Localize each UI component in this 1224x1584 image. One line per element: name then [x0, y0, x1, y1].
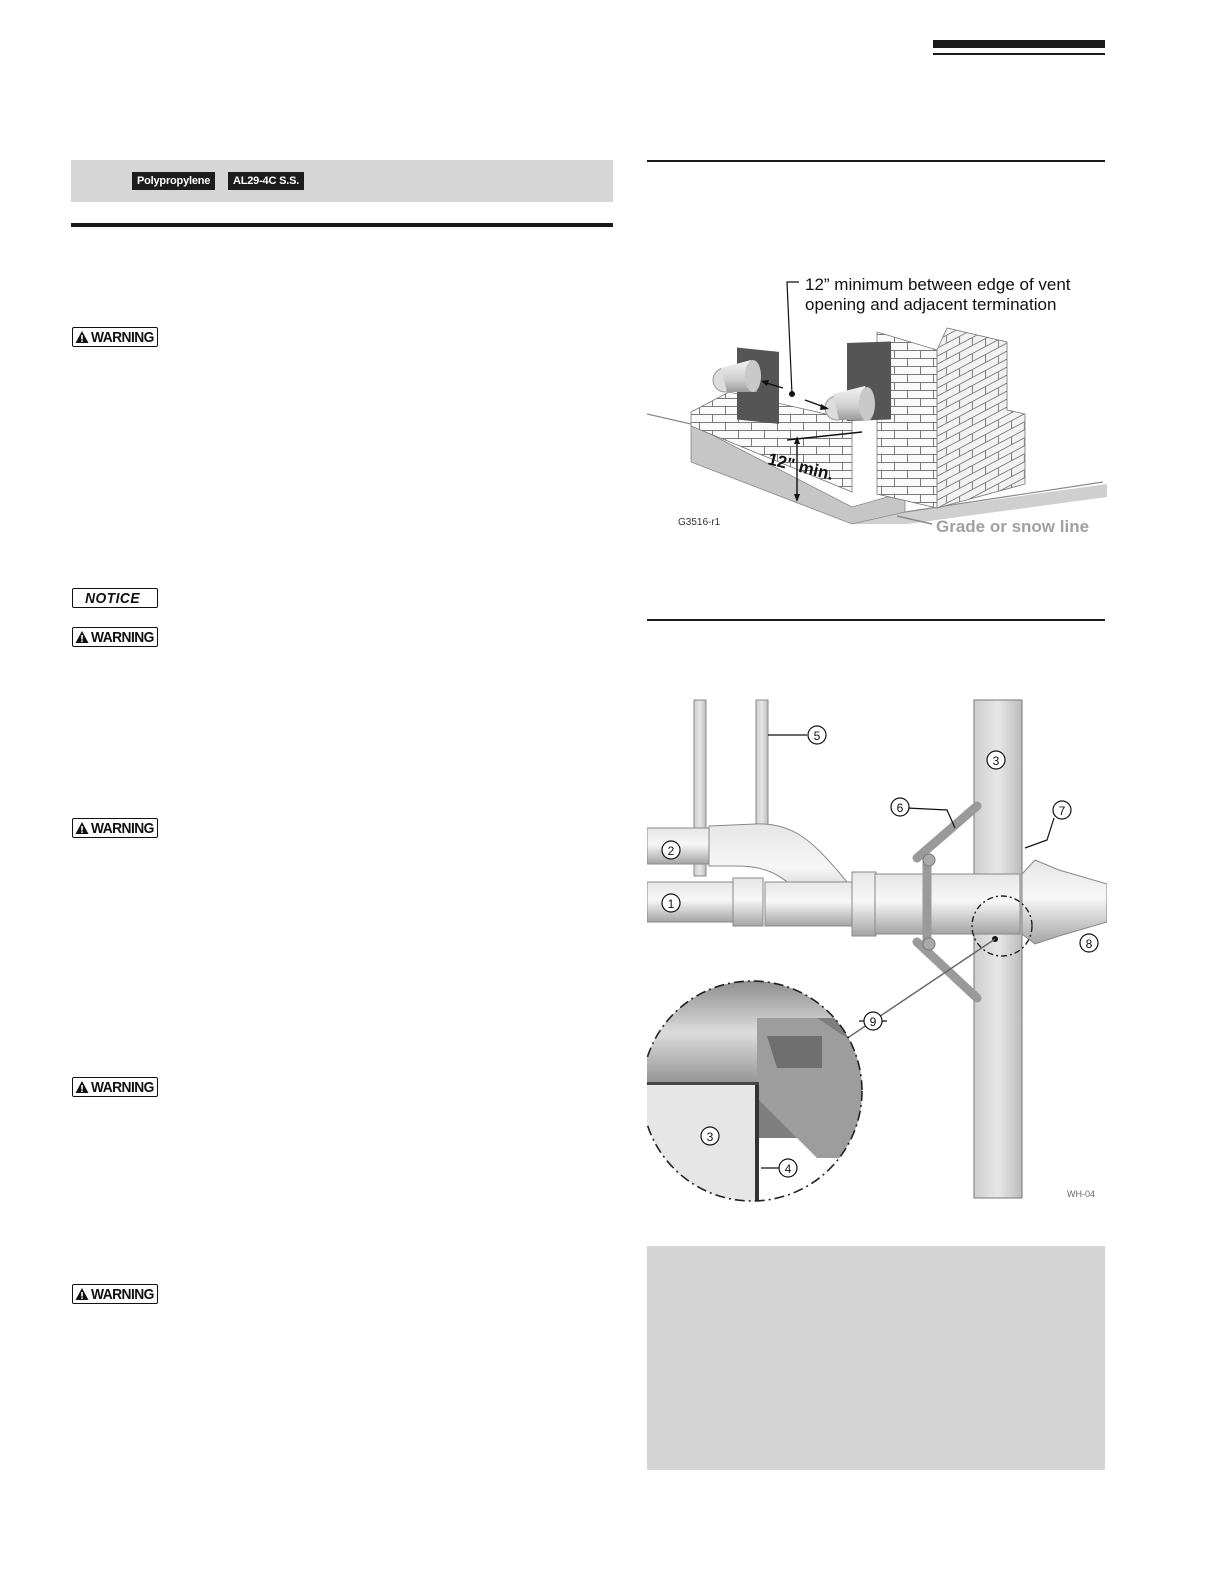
al29-4c-badge: AL29-4C S.S.: [228, 172, 304, 190]
header-rule-thin: [933, 53, 1105, 55]
vent-cone-left: [713, 360, 761, 392]
header-rule-thick: [933, 40, 1105, 48]
svg-text:5: 5: [813, 729, 821, 743]
warning-sign: [72, 327, 158, 347]
callout-3-detail: [701, 1127, 719, 1145]
callout-5: [808, 726, 826, 744]
vent-cone-right: [825, 386, 875, 421]
corner-column-right: [937, 328, 1025, 508]
warning-label: WARNING: [91, 1286, 154, 1303]
pipe-lower-coupling: [733, 878, 763, 926]
warning-triangle-icon: [75, 1287, 89, 1301]
polypropylene-badge: Polypropylene: [132, 172, 215, 190]
warning-label: WARNING: [91, 329, 154, 346]
warning-label: WARNING: [91, 1079, 154, 1096]
warning-sign: [72, 1284, 158, 1304]
outer-pipe: [875, 874, 1020, 934]
material-bar: [71, 160, 613, 202]
svg-text:8: 8: [1085, 937, 1093, 951]
warning-triangle-icon: [75, 330, 89, 344]
warning-sign: [72, 627, 158, 647]
warning-triangle-icon: [75, 821, 89, 835]
callout-8: [1080, 934, 1098, 952]
callout-text-line1: 12” minimum between edge of vent: [805, 275, 1071, 294]
notice-label: NOTICE: [85, 590, 141, 607]
notice-sign: [72, 588, 158, 608]
figure2-top-rule: [647, 619, 1105, 621]
svg-text:7: 7: [1058, 804, 1066, 818]
warning-triangle-icon: [75, 1080, 89, 1094]
bracket-bolt: [923, 938, 935, 950]
callout-leader: [907, 808, 955, 828]
svg-text:2: 2: [667, 844, 675, 858]
grade-label: Grade or snow line: [936, 517, 1090, 536]
callout-3: [987, 751, 1005, 769]
svg-text:3: 3: [992, 754, 1000, 768]
svg-text:3: 3: [706, 1130, 714, 1144]
warning-label: WARNING: [91, 629, 154, 646]
svg-text:9: 9: [869, 1015, 877, 1029]
warning-sign: [72, 1077, 158, 1097]
vent-pipe-figure: [647, 698, 1107, 1204]
warning-triangle-icon: [75, 630, 89, 644]
concentric-coupling: [852, 872, 876, 936]
figure1-top-rule: [647, 160, 1105, 162]
concentric-pipe: [765, 882, 865, 926]
callout-7: [1053, 801, 1071, 819]
svg-text:6: 6: [896, 801, 904, 815]
svg-text:4: 4: [784, 1162, 792, 1176]
vent-clearance-figure: [647, 262, 1107, 547]
callout-1: [662, 894, 680, 912]
bracket-bolt: [923, 854, 935, 866]
termination-cap: [1022, 860, 1107, 944]
callout-2: [662, 841, 680, 859]
callout-text-line2: opening and adjacent termination: [805, 295, 1057, 314]
callout-6: [891, 798, 909, 816]
callout-4: [779, 1159, 797, 1177]
warning-label: WARNING: [91, 820, 154, 837]
note-box: [647, 1246, 1105, 1470]
warning-sign: [72, 818, 158, 838]
section-rule-left: [71, 223, 613, 227]
callout-9: [864, 1012, 882, 1030]
hanger-rod-right: [756, 700, 768, 830]
figure-code: G3516-r1: [678, 517, 721, 528]
callout-leader: [787, 282, 799, 394]
dimension-label: 12" min.: [766, 449, 836, 485]
svg-text:1: 1: [667, 897, 675, 911]
callout-leader: [1025, 818, 1054, 848]
detail-view: [647, 978, 877, 1204]
figure-code: WH-04: [1067, 1189, 1096, 1199]
